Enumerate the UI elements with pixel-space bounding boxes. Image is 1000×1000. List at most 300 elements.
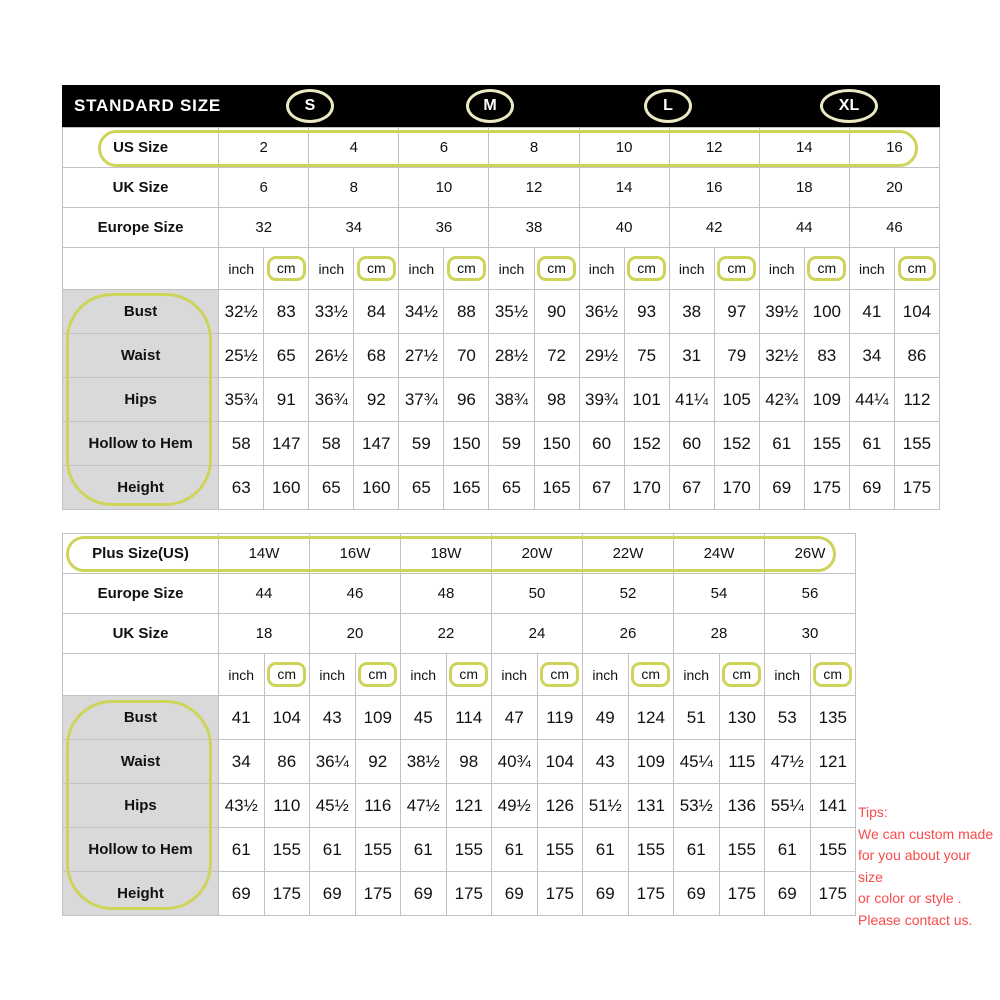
- measure-value-inch: 32½: [219, 290, 264, 334]
- measure-value-cm: 165: [534, 466, 579, 510]
- measure-value-inch: 25½: [219, 334, 264, 378]
- measure-value-cm: 92: [354, 378, 399, 422]
- size-row: [63, 534, 856, 574]
- cm-label-highlighted: cm: [540, 662, 579, 688]
- measure-row: [63, 334, 940, 378]
- unit-cell-cm: [714, 248, 759, 290]
- measure-value-inch: 34: [849, 334, 894, 378]
- measure-value-inch: 29½: [579, 334, 624, 378]
- measure-value-inch: 61: [310, 828, 356, 872]
- measure-value-cm: 131: [628, 784, 674, 828]
- measure-value-inch: 43: [583, 740, 629, 784]
- size-row: [63, 208, 940, 248]
- measure-value-inch: 67: [579, 466, 624, 510]
- size-value-cell: 4: [309, 128, 399, 168]
- unit-cell-cm: [354, 248, 399, 290]
- measure-value-cm: 175: [355, 872, 401, 916]
- size-value-cell: 28: [674, 614, 765, 654]
- size-value-cell: 56: [765, 574, 856, 614]
- size-value-cell: 36: [399, 208, 489, 248]
- measure-row-label: Bust: [63, 696, 219, 740]
- unit-cell-inch: [583, 654, 629, 696]
- measure-value-inch: 33½: [309, 290, 354, 334]
- measure-row: [63, 378, 940, 422]
- measure-value-cm: 124: [628, 696, 674, 740]
- measure-value-cm: 119: [537, 696, 583, 740]
- measure-value-inch: 41: [219, 696, 265, 740]
- measure-value-inch: 60: [669, 422, 714, 466]
- measure-value-inch: 47½: [765, 740, 811, 784]
- size-value-cell: 22W: [583, 534, 674, 574]
- measure-value-inch: 55¼: [765, 784, 811, 828]
- measure-value-cm: 175: [537, 872, 583, 916]
- measure-value-cm: 104: [264, 696, 310, 740]
- cm-label-highlighted: cm: [267, 662, 306, 688]
- measure-value-inch: 38: [669, 290, 714, 334]
- measure-value-cm: 126: [537, 784, 583, 828]
- measure-value-cm: 112: [894, 378, 939, 422]
- cm-label-highlighted: cm: [267, 256, 306, 282]
- measure-value-inch: 61: [492, 828, 538, 872]
- measure-value-cm: 155: [264, 828, 310, 872]
- measure-value-inch: 42¾: [759, 378, 804, 422]
- size-value-cell: 2: [219, 128, 309, 168]
- size-value-cell: 14: [759, 128, 849, 168]
- measure-row-label: Hips: [63, 784, 219, 828]
- measure-value-inch: 36¼: [310, 740, 356, 784]
- measure-value-cm: 109: [628, 740, 674, 784]
- measure-value-inch: 31: [669, 334, 714, 378]
- size-value-cell: 54: [674, 574, 765, 614]
- measure-row: [63, 422, 940, 466]
- inch-label: inch: [859, 260, 885, 277]
- measure-value-inch: 65: [309, 466, 354, 510]
- unit-cell-cm: [534, 248, 579, 290]
- measure-value-inch: 61: [219, 828, 265, 872]
- measure-value-cm: 93: [624, 290, 669, 334]
- inch-label: inch: [768, 260, 795, 277]
- unit-cell-cm: [804, 248, 849, 290]
- size-value-cell: 20W: [492, 534, 583, 574]
- measure-value-cm: 110: [264, 784, 310, 828]
- measure-value-inch: 45¼: [674, 740, 720, 784]
- measure-row-label: Hips: [63, 378, 219, 422]
- measure-value-inch: 47: [492, 696, 538, 740]
- size-value-cell: 8: [309, 168, 399, 208]
- measure-value-inch: 61: [765, 828, 811, 872]
- size-value-cell: 30: [765, 614, 856, 654]
- measure-value-cm: 98: [446, 740, 492, 784]
- measure-value-cm: 175: [810, 872, 856, 916]
- size-value-cell: 16: [849, 128, 939, 168]
- measure-value-cm: 68: [354, 334, 399, 378]
- measure-value-cm: 121: [446, 784, 492, 828]
- measure-value-cm: 65: [264, 334, 309, 378]
- measure-value-inch: 41¼: [669, 378, 714, 422]
- size-value-cell: 48: [401, 574, 492, 614]
- measure-value-cm: 155: [628, 828, 674, 872]
- size-value-cell: 34: [309, 208, 399, 248]
- unit-cell-inch: [669, 248, 714, 290]
- measure-value-cm: 105: [714, 378, 759, 422]
- cm-label-highlighted: cm: [898, 256, 937, 282]
- measure-value-inch: 38¾: [489, 378, 534, 422]
- unit-cell-inch: [759, 248, 804, 290]
- unit-cell-cm: [446, 654, 492, 696]
- standard-size-grid: [62, 127, 940, 510]
- measure-value-inch: 43: [310, 696, 356, 740]
- size-value-cell: 38: [489, 208, 579, 248]
- unit-cell-cm: [719, 654, 765, 696]
- size-value-cell: 24: [492, 614, 583, 654]
- inch-label: inch: [319, 666, 346, 683]
- cm-label-highlighted: cm: [447, 256, 486, 282]
- measure-value-cm: 155: [894, 422, 939, 466]
- plus-size-table: [62, 533, 855, 916]
- measure-value-cm: 141: [810, 784, 856, 828]
- measure-value-cm: 116: [355, 784, 401, 828]
- measure-value-cm: 130: [719, 696, 765, 740]
- measure-value-cm: 70: [444, 334, 489, 378]
- measure-value-cm: 155: [810, 828, 856, 872]
- measure-value-inch: 49: [583, 696, 629, 740]
- measure-value-inch: 58: [219, 422, 264, 466]
- size-value-cell: 14W: [219, 534, 310, 574]
- measure-value-inch: 49½: [492, 784, 538, 828]
- unit-row: [63, 654, 856, 696]
- measure-value-cm: 98: [534, 378, 579, 422]
- measure-value-cm: 175: [804, 466, 849, 510]
- measure-value-inch: 43½: [219, 784, 265, 828]
- size-value-cell: 16: [669, 168, 759, 208]
- measure-row-label: Height: [63, 466, 219, 510]
- measure-value-inch: 59: [399, 422, 444, 466]
- size-value-cell: 46: [310, 574, 401, 614]
- measure-value-cm: 170: [714, 466, 759, 510]
- size-row-label: US Size: [63, 128, 219, 168]
- size-badge-m: M: [466, 89, 514, 123]
- inch-label: inch: [318, 260, 345, 277]
- measure-value-cm: 155: [355, 828, 401, 872]
- size-badge-l: L: [644, 89, 692, 123]
- unit-cell-inch: [219, 654, 265, 696]
- unit-cell-inch: [674, 654, 720, 696]
- inch-label: inch: [501, 666, 528, 683]
- size-value-cell: 46: [849, 208, 939, 248]
- measure-value-inch: 36½: [579, 290, 624, 334]
- inch-label: inch: [683, 666, 710, 683]
- measure-value-cm: 109: [804, 378, 849, 422]
- unit-cell-inch: [579, 248, 624, 290]
- measure-value-cm: 90: [534, 290, 579, 334]
- measure-value-cm: 79: [714, 334, 759, 378]
- measure-value-cm: 147: [354, 422, 399, 466]
- measure-value-cm: 150: [534, 422, 579, 466]
- measure-value-cm: 135: [810, 696, 856, 740]
- measure-value-cm: 175: [719, 872, 765, 916]
- size-value-cell: 20: [310, 614, 401, 654]
- standard-size-title: STANDARD SIZE: [74, 96, 222, 115]
- measure-value-cm: 160: [354, 466, 399, 510]
- cm-label-highlighted: cm: [449, 662, 488, 688]
- measure-value-cm: 121: [810, 740, 856, 784]
- unit-cell-cm: [628, 654, 674, 696]
- inch-label: inch: [774, 666, 801, 683]
- tips-line: We can custom made: [858, 825, 994, 842]
- measure-value-cm: 114: [446, 696, 492, 740]
- measure-value-inch: 38½: [401, 740, 447, 784]
- inch-label: inch: [678, 260, 705, 277]
- measure-row: [63, 828, 856, 872]
- measure-value-inch: 61: [849, 422, 894, 466]
- inch-label: inch: [408, 260, 435, 277]
- inch-label: inch: [228, 666, 255, 683]
- unit-cell-cm: [894, 248, 939, 290]
- measure-value-inch: 61: [583, 828, 629, 872]
- inch-label: inch: [228, 260, 255, 277]
- size-row: [63, 168, 940, 208]
- measure-value-inch: 35½: [489, 290, 534, 334]
- size-badge-xl: XL: [820, 89, 878, 123]
- size-row-label: UK Size: [63, 614, 219, 654]
- measure-row-label: Waist: [63, 334, 219, 378]
- measure-value-inch: 45: [401, 696, 447, 740]
- cm-label-highlighted: cm: [537, 256, 576, 282]
- measure-value-cm: 152: [714, 422, 759, 466]
- measure-value-inch: 39¾: [579, 378, 624, 422]
- measure-row: [63, 290, 940, 334]
- measure-value-cm: 92: [355, 740, 401, 784]
- unit-cell-inch: [399, 248, 444, 290]
- size-badge-s: S: [286, 89, 334, 123]
- size-value-cell: 10: [399, 168, 489, 208]
- measure-value-inch: 69: [849, 466, 894, 510]
- measure-value-cm: 104: [537, 740, 583, 784]
- measure-value-inch: 27½: [399, 334, 444, 378]
- measure-row-label: Hollow to Hem: [63, 422, 219, 466]
- measure-value-cm: 83: [264, 290, 309, 334]
- measure-value-cm: 170: [624, 466, 669, 510]
- measure-value-inch: 63: [219, 466, 264, 510]
- measure-value-cm: 155: [446, 828, 492, 872]
- size-value-cell: 18W: [401, 534, 492, 574]
- unit-cell-inch: [492, 654, 538, 696]
- measure-value-cm: 155: [719, 828, 765, 872]
- size-row-label: UK Size: [63, 168, 219, 208]
- measure-value-cm: 96: [444, 378, 489, 422]
- measure-value-inch: 67: [669, 466, 714, 510]
- unit-row: [63, 248, 940, 290]
- measure-value-inch: 35¾: [219, 378, 264, 422]
- measure-row-label: Height: [63, 872, 219, 916]
- measure-value-cm: 83: [804, 334, 849, 378]
- measure-value-inch: 61: [674, 828, 720, 872]
- measure-value-inch: 65: [399, 466, 444, 510]
- unit-cell-inch: [219, 248, 264, 290]
- measure-value-inch: 53½: [674, 784, 720, 828]
- tips-heading: Tips:: [858, 804, 888, 820]
- measure-value-inch: 39½: [759, 290, 804, 334]
- measure-value-cm: 88: [444, 290, 489, 334]
- measure-value-cm: 160: [264, 466, 309, 510]
- cm-label-highlighted: cm: [358, 662, 397, 688]
- measure-value-cm: 155: [537, 828, 583, 872]
- measure-value-inch: 69: [219, 872, 265, 916]
- measure-value-cm: 147: [264, 422, 309, 466]
- size-value-cell: 42: [669, 208, 759, 248]
- inch-label: inch: [592, 666, 619, 683]
- measure-value-cm: 84: [354, 290, 399, 334]
- measure-value-cm: 101: [624, 378, 669, 422]
- measure-value-inch: 69: [583, 872, 629, 916]
- size-value-cell: 22: [401, 614, 492, 654]
- measure-row: [63, 740, 856, 784]
- size-value-cell: 26: [583, 614, 674, 654]
- size-value-cell: 18: [219, 614, 310, 654]
- size-value-cell: 50: [492, 574, 583, 614]
- measure-value-inch: 69: [310, 872, 356, 916]
- measure-value-cm: 86: [264, 740, 310, 784]
- measure-value-cm: 72: [534, 334, 579, 378]
- unit-cell-inch: [849, 248, 894, 290]
- measure-value-inch: 53: [765, 696, 811, 740]
- unit-cell-cm: [444, 248, 489, 290]
- measure-row: [63, 466, 940, 510]
- unit-cell-inch: [765, 654, 811, 696]
- measure-value-inch: 34½: [399, 290, 444, 334]
- unit-cell-inch: [309, 248, 354, 290]
- measure-value-inch: 47½: [401, 784, 447, 828]
- inch-label: inch: [588, 260, 615, 277]
- unit-cell-cm: [624, 248, 669, 290]
- measure-value-inch: 61: [401, 828, 447, 872]
- measure-value-inch: 69: [759, 466, 804, 510]
- measure-value-cm: 175: [446, 872, 492, 916]
- measure-value-cm: 91: [264, 378, 309, 422]
- measure-value-cm: 115: [719, 740, 765, 784]
- measure-value-cm: 175: [264, 872, 310, 916]
- measure-row: [63, 784, 856, 828]
- measure-value-inch: 51: [674, 696, 720, 740]
- size-value-cell: 26W: [765, 534, 856, 574]
- size-value-cell: 32: [219, 208, 309, 248]
- size-row-label: Plus Size(US): [63, 534, 219, 574]
- measure-value-cm: 175: [628, 872, 674, 916]
- measure-value-inch: 69: [674, 872, 720, 916]
- standard-size-header: [62, 85, 940, 127]
- measure-row-label: Waist: [63, 740, 219, 784]
- measure-value-inch: 26½: [309, 334, 354, 378]
- size-value-cell: 6: [399, 128, 489, 168]
- cm-label-highlighted: cm: [357, 256, 396, 282]
- size-value-cell: 44: [219, 574, 310, 614]
- cm-label-highlighted: cm: [813, 662, 852, 688]
- measure-value-inch: 34: [219, 740, 265, 784]
- unit-cell-cm: [355, 654, 401, 696]
- size-value-cell: 20: [849, 168, 939, 208]
- measure-row-label: Bust: [63, 290, 219, 334]
- measure-value-inch: 69: [401, 872, 447, 916]
- measure-value-inch: 37¾: [399, 378, 444, 422]
- measure-row: [63, 872, 856, 916]
- size-row-label: Europe Size: [63, 574, 219, 614]
- measure-value-cm: 136: [719, 784, 765, 828]
- unit-cell-cm: [264, 654, 310, 696]
- size-value-cell: 40: [579, 208, 669, 248]
- size-value-cell: 18: [759, 168, 849, 208]
- measure-value-inch: 51½: [583, 784, 629, 828]
- cm-label-highlighted: cm: [717, 256, 756, 282]
- measure-value-cm: 109: [355, 696, 401, 740]
- inch-label: inch: [410, 666, 437, 683]
- size-row-label: Europe Size: [63, 208, 219, 248]
- measure-value-inch: 58: [309, 422, 354, 466]
- size-value-cell: 12: [669, 128, 759, 168]
- measure-value-cm: 104: [894, 290, 939, 334]
- plus-size-grid: [62, 533, 856, 916]
- measure-value-cm: 75: [624, 334, 669, 378]
- inch-label: inch: [498, 260, 525, 277]
- unit-cell-inch: [489, 248, 534, 290]
- measure-value-inch: 32½: [759, 334, 804, 378]
- measure-value-inch: 36¾: [309, 378, 354, 422]
- measure-value-cm: 175: [894, 466, 939, 510]
- size-value-cell: 10: [579, 128, 669, 168]
- measure-row-label: Hollow to Hem: [63, 828, 219, 872]
- tips-line: or color or style .: [858, 890, 962, 906]
- tips-line: Please contact us.: [858, 911, 973, 928]
- size-value-cell: 44: [759, 208, 849, 248]
- standard-size-table: [62, 85, 940, 510]
- measure-value-inch: 59: [489, 422, 534, 466]
- size-row: [63, 614, 856, 654]
- size-value-cell: 24W: [674, 534, 765, 574]
- size-value-cell: 6: [219, 168, 309, 208]
- unit-cell-cm: [537, 654, 583, 696]
- unit-row-spacer: [63, 248, 219, 290]
- size-row: [63, 128, 940, 168]
- measure-value-cm: 152: [624, 422, 669, 466]
- unit-cell-inch: [310, 654, 356, 696]
- measure-value-cm: 100: [804, 290, 849, 334]
- size-value-cell: 14: [579, 168, 669, 208]
- measure-value-inch: 60: [579, 422, 624, 466]
- size-value-cell: 12: [489, 168, 579, 208]
- measure-value-cm: 97: [714, 290, 759, 334]
- unit-cell-inch: [401, 654, 447, 696]
- measure-value-inch: 61: [759, 422, 804, 466]
- measure-value-inch: 69: [492, 872, 538, 916]
- measure-value-inch: 40¾: [492, 740, 538, 784]
- measure-value-inch: 69: [765, 872, 811, 916]
- cm-label-highlighted: cm: [627, 256, 666, 282]
- measure-value-cm: 155: [804, 422, 849, 466]
- size-value-cell: 8: [489, 128, 579, 168]
- size-value-cell: 52: [583, 574, 674, 614]
- unit-row-spacer: [63, 654, 219, 696]
- cm-label-highlighted: cm: [722, 662, 761, 688]
- measure-value-inch: 41: [849, 290, 894, 334]
- cm-label-highlighted: cm: [807, 256, 846, 282]
- measure-value-cm: 150: [444, 422, 489, 466]
- unit-cell-cm: [810, 654, 856, 696]
- size-row: [63, 574, 856, 614]
- unit-cell-cm: [264, 248, 309, 290]
- measure-value-inch: 65: [489, 466, 534, 510]
- size-value-cell: 16W: [310, 534, 401, 574]
- measure-value-cm: 86: [894, 334, 939, 378]
- measure-value-inch: 45½: [310, 784, 356, 828]
